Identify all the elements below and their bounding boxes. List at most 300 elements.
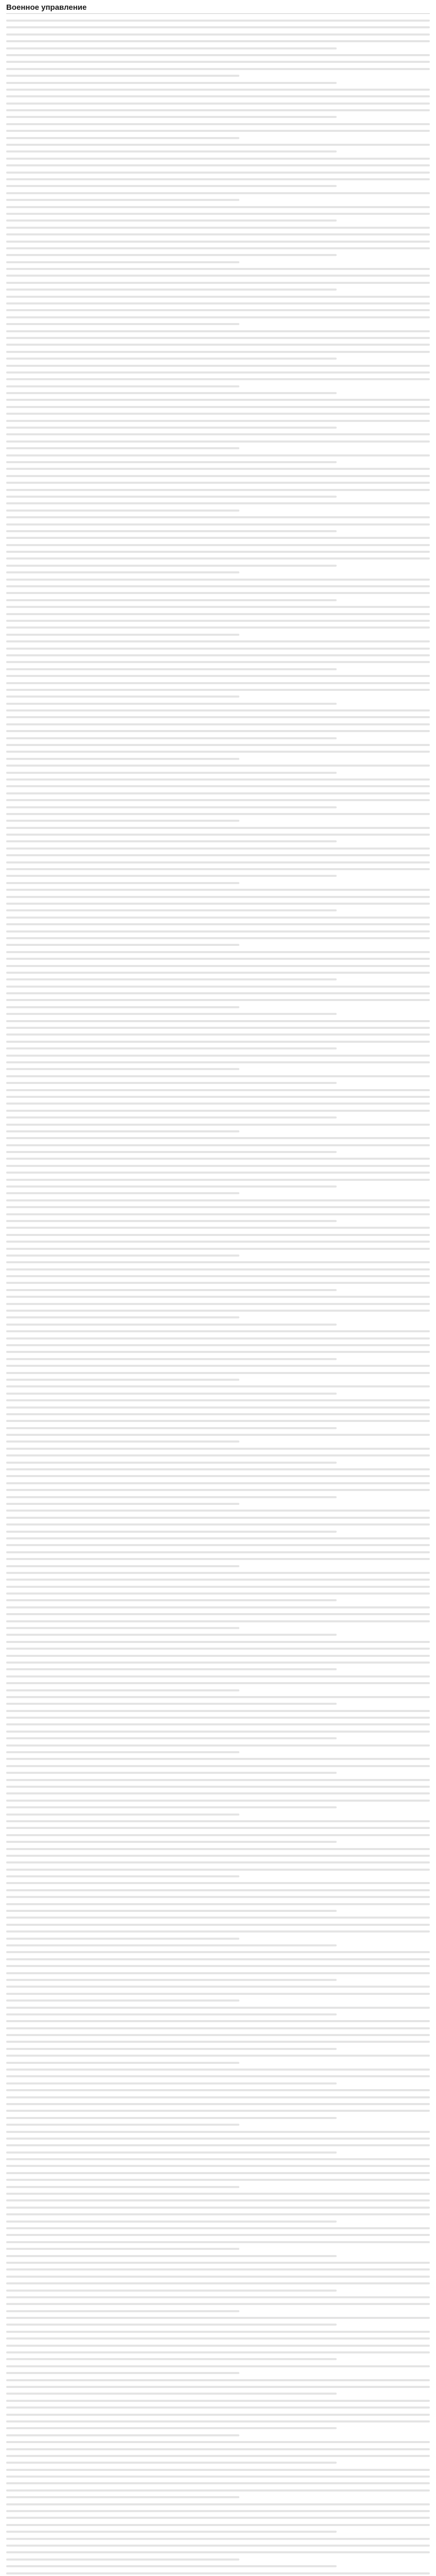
text-line-placeholder: [6, 1680, 430, 1686]
text-line-placeholder: [6, 1970, 430, 1976]
text-line-placeholder: [6, 2149, 430, 2156]
text-line-placeholder: [6, 1990, 430, 1997]
text-line-placeholder: [6, 500, 430, 506]
text-line-placeholder: [6, 1811, 430, 1818]
text-line-placeholder: [6, 162, 430, 168]
text-line-placeholder: [6, 362, 430, 369]
text-line-placeholder: [6, 1342, 430, 1348]
text-line-placeholder: [6, 603, 430, 610]
text-line-placeholder: [6, 1673, 430, 1680]
text-line-placeholder: [6, 1472, 430, 1479]
text-line-placeholder: [6, 1052, 430, 1059]
text-line-placeholder: [6, 1569, 430, 1576]
article-body: [6, 17, 430, 2576]
text-line-placeholder: [6, 259, 430, 265]
text-line-placeholder: [6, 1128, 430, 1134]
text-line-placeholder: [6, 1328, 430, 1334]
text-line-placeholder: [6, 2425, 430, 2431]
text-line-placeholder: [6, 1549, 430, 1555]
text-line-placeholder: [6, 658, 430, 665]
text-line-placeholder: [6, 1369, 430, 1376]
text-line-placeholder: [6, 507, 430, 514]
text-line-placeholder: [6, 1997, 430, 2004]
text-line-placeholder: [6, 45, 430, 52]
text-line-placeholder: [6, 224, 430, 231]
text-line-placeholder: [6, 1252, 430, 1259]
text-line-placeholder: [6, 2204, 430, 2211]
text-line-placeholder: [6, 1921, 430, 1928]
text-line-placeholder: [6, 2094, 430, 2100]
text-line-placeholder: [6, 638, 430, 645]
text-line-placeholder: [6, 921, 430, 927]
text-line-placeholder: [6, 348, 430, 355]
text-line-placeholder: [6, 1335, 430, 1342]
text-line-placeholder: [6, 1397, 430, 1403]
text-line-placeholder: [6, 2507, 430, 2514]
text-line-placeholder: [6, 879, 430, 886]
text-line-placeholder: [6, 2252, 430, 2259]
text-line-placeholder: [6, 2404, 430, 2411]
text-line-placeholder: [6, 1148, 430, 1155]
text-line-placeholder: [6, 2480, 430, 2486]
text-line-placeholder: [6, 735, 430, 741]
text-line-placeholder: [6, 1521, 430, 1528]
text-line-placeholder: [6, 2011, 430, 2018]
text-line-placeholder: [6, 355, 430, 362]
text-line-placeholder: [6, 941, 430, 948]
text-line-placeholder: [6, 424, 430, 431]
text-line-placeholder: [6, 2135, 430, 2142]
text-line-placeholder: [6, 1197, 430, 1204]
text-line-placeholder: [6, 24, 430, 30]
text-line-placeholder: [6, 1445, 430, 1452]
text-line-placeholder: [6, 2004, 430, 2011]
text-line-placeholder: [6, 1466, 430, 1472]
text-line-placeholder: [6, 1887, 430, 1893]
text-line-placeholder: [6, 1494, 430, 1500]
text-line-placeholder: [6, 1100, 430, 1107]
text-line-placeholder: [6, 886, 430, 893]
text-line-placeholder: [6, 2087, 430, 2093]
text-line-placeholder: [6, 2418, 430, 2425]
text-line-placeholder: [6, 341, 430, 348]
text-line-placeholder: [6, 969, 430, 976]
text-line-placeholder: [6, 2355, 430, 2362]
text-line-placeholder: [6, 1618, 430, 1624]
text-line-placeholder: [6, 1907, 430, 1914]
text-line-placeholder: [6, 1211, 430, 1217]
text-line-placeholder: [6, 859, 430, 866]
text-line-placeholder: [6, 2514, 430, 2521]
text-line-placeholder: [6, 714, 430, 720]
text-line-placeholder: [6, 1079, 430, 1086]
text-line-placeholder: [6, 2321, 430, 2328]
text-line-placeholder: [6, 2073, 430, 2079]
text-line-placeholder: [6, 2432, 430, 2438]
text-line-placeholder: [6, 2452, 430, 2459]
text-line-placeholder: [6, 534, 430, 541]
text-line-placeholder: [6, 645, 430, 652]
text-line-placeholder: [6, 1169, 430, 1176]
text-line-placeholder: [6, 755, 430, 762]
text-line-placeholder: [6, 1714, 430, 1721]
text-line-placeholder: [6, 1286, 430, 1293]
text-line-placeholder: [6, 17, 430, 24]
text-line-placeholder: [6, 1004, 430, 1010]
text-line-placeholder: [6, 914, 430, 921]
text-line-placeholder: [6, 1065, 430, 1072]
text-line-placeholder: [6, 1611, 430, 1617]
text-line-placeholder: [6, 2287, 430, 2294]
text-line-placeholder: [6, 445, 430, 451]
text-line-placeholder: [6, 2038, 430, 2045]
text-line-placeholder: [6, 1797, 430, 1804]
text-line-placeholder: [6, 438, 430, 445]
text-line-placeholder: [6, 31, 430, 38]
text-line-placeholder: [6, 831, 430, 838]
text-line-placeholder: [6, 231, 430, 238]
text-line-placeholder: [6, 251, 430, 258]
text-line-placeholder: [6, 265, 430, 272]
text-line-placeholder: [6, 383, 430, 389]
text-line-placeholder: [6, 1093, 430, 1100]
text-line-placeholder: [6, 1914, 430, 1921]
text-line-placeholder: [6, 472, 430, 479]
text-line-placeholder: [6, 1486, 430, 1493]
text-line-placeholder: [6, 1762, 430, 1769]
text-line-placeholder: [6, 1735, 430, 1741]
text-line-placeholder: [6, 2045, 430, 2052]
text-line-placeholder: [6, 2225, 430, 2231]
text-line-placeholder: [6, 2314, 430, 2321]
text-line-placeholder: [6, 1866, 430, 1873]
text-line-placeholder: [6, 611, 430, 617]
text-line-placeholder: [6, 369, 430, 376]
text-line-placeholder: [6, 852, 430, 858]
text-line-placeholder: [6, 79, 430, 86]
text-line-placeholder: [6, 1893, 430, 1900]
text-line-placeholder: [6, 1597, 430, 1603]
text-line-placeholder: [6, 1217, 430, 1224]
text-line-placeholder: [6, 1818, 430, 1824]
text-line-placeholder: [6, 2328, 430, 2335]
text-line-placeholder: [6, 2308, 430, 2314]
text-line-placeholder: [6, 1031, 430, 1038]
text-line-placeholder: [6, 776, 430, 783]
text-line-placeholder: [6, 93, 430, 99]
text-line-placeholder: [6, 410, 430, 417]
text-line-placeholder: [6, 769, 430, 776]
text-line-placeholder: [6, 1376, 430, 1383]
text-line-placeholder: [6, 1755, 430, 1762]
text-line-placeholder: [6, 1707, 430, 1714]
text-line-placeholder: [6, 2494, 430, 2500]
text-line-placeholder: [6, 1204, 430, 1210]
text-line-placeholder: [6, 396, 430, 403]
text-line-placeholder: [6, 2466, 430, 2473]
text-line-placeholder: [6, 2570, 430, 2576]
text-line-placeholder: [6, 1279, 430, 1286]
text-line-placeholder: [6, 1983, 430, 1990]
text-line-placeholder: [6, 1631, 430, 1638]
text-line-placeholder: [6, 1073, 430, 1079]
text-line-placeholder: [6, 672, 430, 679]
text-line-placeholder: [6, 2128, 430, 2135]
text-line-placeholder: [6, 541, 430, 548]
text-line-placeholder: [6, 196, 430, 203]
text-line-placeholder: [6, 286, 430, 293]
text-line-placeholder: [6, 38, 430, 44]
text-line-placeholder: [6, 555, 430, 562]
text-line-placeholder: [6, 1666, 430, 1672]
text-line-placeholder: [6, 2025, 430, 2031]
text-line-placeholder: [6, 1018, 430, 1024]
text-line-placeholder: [6, 900, 430, 907]
text-line-placeholder: [6, 1107, 430, 1114]
text-line-placeholder: [6, 1879, 430, 1886]
text-line-placeholder: [6, 1804, 430, 1810]
text-line-placeholder: [6, 514, 430, 520]
text-line-placeholder: [6, 1500, 430, 1507]
text-line-placeholder: [6, 2121, 430, 2128]
text-line-placeholder: [6, 741, 430, 748]
text-line-placeholder: [6, 1859, 430, 1866]
text-line-placeholder: [6, 1693, 430, 1700]
text-line-placeholder: [6, 204, 430, 210]
text-line-placeholder: [6, 1300, 430, 1307]
text-line-placeholder: [6, 121, 430, 127]
text-line-placeholder: [6, 2266, 430, 2273]
text-line-placeholder: [6, 1541, 430, 1548]
text-line-placeholder: [6, 1942, 430, 1948]
text-line-placeholder: [6, 2218, 430, 2225]
text-line-placeholder: [6, 810, 430, 817]
text-line-placeholder: [6, 2487, 430, 2494]
text-line-placeholder: [6, 2059, 430, 2066]
text-line-placeholder: [6, 2363, 430, 2369]
text-line-placeholder: [6, 983, 430, 990]
text-line-placeholder: [6, 465, 430, 472]
text-line-placeholder: [6, 2342, 430, 2349]
text-line-placeholder: [6, 314, 430, 320]
text-line-placeholder: [6, 2411, 430, 2418]
text-line-placeholder: [6, 2521, 430, 2528]
text-line-placeholder: [6, 452, 430, 459]
text-line-placeholder: [6, 2349, 430, 2355]
text-line-placeholder: [6, 796, 430, 803]
text-line-placeholder: [6, 1293, 430, 1300]
text-line-placeholder: [6, 2556, 430, 2563]
text-line-placeholder: [6, 1045, 430, 1052]
text-line-placeholder: [6, 548, 430, 555]
text-line-placeholder: [6, 328, 430, 334]
text-line-placeholder: [6, 762, 430, 769]
text-line-placeholder: [6, 1935, 430, 1942]
text-line-placeholder: [6, 1535, 430, 1541]
text-line-placeholder: [6, 790, 430, 796]
text-line-placeholder: [6, 1155, 430, 1162]
text-line-placeholder: [6, 2542, 430, 2549]
text-line-placeholder: [6, 1742, 430, 1749]
text-line-placeholder: [6, 127, 430, 134]
text-line-placeholder: [6, 2501, 430, 2507]
text-line-placeholder: [6, 907, 430, 913]
text-line-placeholder: [6, 1687, 430, 1693]
text-line-placeholder: [6, 320, 430, 327]
text-line-placeholder: [6, 707, 430, 714]
text-line-placeholder: [6, 1576, 430, 1583]
text-line-placeholder: [6, 2190, 430, 2197]
text-line-placeholder: [6, 389, 430, 396]
text-line-placeholder: [6, 1507, 430, 1514]
text-line-placeholder: [6, 1231, 430, 1238]
text-line-placeholder: [6, 334, 430, 341]
text-line-placeholder: [6, 1059, 430, 1065]
text-line-placeholder: [6, 238, 430, 245]
text-line-placeholder: [6, 1307, 430, 1314]
text-line-placeholder: [6, 1321, 430, 1328]
text-line-placeholder: [6, 1948, 430, 1955]
text-line-placeholder: [6, 1824, 430, 1831]
text-line-placeholder: [6, 1383, 430, 1389]
text-line-placeholder: [6, 2100, 430, 2107]
text-line-placeholder: [6, 1425, 430, 1431]
text-line-placeholder: [6, 1700, 430, 1707]
text-line-placeholder: [6, 804, 430, 810]
text-line-placeholder: [6, 631, 430, 638]
text-line-placeholder: [6, 700, 430, 707]
text-line-placeholder: [6, 245, 430, 251]
text-line-placeholder: [6, 845, 430, 852]
text-line-placeholder: [6, 1390, 430, 1397]
text-line-placeholder: [6, 990, 430, 996]
text-line-placeholder: [6, 1480, 430, 1486]
text-line-placeholder: [6, 1238, 430, 1245]
text-line-placeholder: [6, 838, 430, 844]
text-line-placeholder: [6, 1604, 430, 1611]
text-line-placeholder: [6, 1783, 430, 1790]
text-line-placeholder: [6, 1417, 430, 1424]
text-line-placeholder: [6, 403, 430, 410]
text-line-placeholder: [6, 597, 430, 603]
text-line-placeholder: [6, 1190, 430, 1196]
text-line-placeholder: [6, 680, 430, 686]
text-line-placeholder: [6, 1852, 430, 1859]
text-line-placeholder: [6, 2156, 430, 2162]
text-line-placeholder: [6, 528, 430, 534]
text-line-placeholder: [6, 1431, 430, 1438]
text-line-placeholder: [6, 1555, 430, 1562]
text-line-placeholder: [6, 1038, 430, 1045]
text-line-placeholder: [6, 113, 430, 120]
text-line-placeholder: [6, 2335, 430, 2342]
text-line-placeholder: [6, 1121, 430, 1128]
text-line-placeholder: [6, 2563, 430, 2569]
text-line-placeholder: [6, 65, 430, 72]
text-line-placeholder: [6, 1728, 430, 1735]
text-line-placeholder: [6, 583, 430, 589]
text-line-placeholder: [6, 1590, 430, 1597]
text-line-placeholder: [6, 2176, 430, 2183]
text-line-placeholder: [6, 2066, 430, 2073]
text-line-placeholder: [6, 2397, 430, 2404]
text-line-placeholder: [6, 2080, 430, 2087]
text-line-placeholder: [6, 617, 430, 624]
text-line-placeholder: [6, 1438, 430, 1445]
text-line-placeholder: [6, 459, 430, 465]
text-line-placeholder: [6, 1528, 430, 1535]
text-line-placeholder: [6, 1776, 430, 1783]
text-line-placeholder: [6, 2052, 430, 2059]
text-line-placeholder: [6, 141, 430, 148]
text-line-placeholder: [6, 1514, 430, 1521]
text-line-placeholder: [6, 182, 430, 189]
text-line-placeholder: [6, 72, 430, 79]
text-line-placeholder: [6, 1355, 430, 1362]
text-line-placeholder: [6, 86, 430, 93]
text-line-placeholder: [6, 1563, 430, 1569]
text-line-placeholder: [6, 1459, 430, 1466]
page-title: Военное управление: [6, 3, 430, 14]
text-line-placeholder: [6, 1976, 430, 1983]
text-line-placeholder: [6, 2549, 430, 2555]
text-line-placeholder: [6, 1183, 430, 1190]
text-line-placeholder: [6, 955, 430, 962]
text-line-placeholder: [6, 2259, 430, 2266]
text-line-placeholder: [6, 493, 430, 500]
text-line-placeholder: [6, 1362, 430, 1369]
text-line-placeholder: [6, 1087, 430, 1093]
text-line-placeholder: [6, 1928, 430, 1935]
text-line-placeholder: [6, 2528, 430, 2535]
text-line-placeholder: [6, 624, 430, 631]
text-line-placeholder: [6, 2107, 430, 2114]
text-line-placeholder: [6, 479, 430, 486]
text-line-placeholder: [6, 1721, 430, 1727]
text-line-placeholder: [6, 1645, 430, 1652]
text-line-placeholder: [6, 1659, 430, 1666]
text-line-placeholder: [6, 100, 430, 107]
text-line-placeholder: [6, 1790, 430, 1797]
text-line-placeholder: [6, 2142, 430, 2148]
text-line-placeholder: [6, 727, 430, 734]
text-line-placeholder: [6, 272, 430, 279]
text-line-placeholder: [6, 589, 430, 596]
text-line-placeholder: [6, 1024, 430, 1031]
text-line-placeholder: [6, 935, 430, 941]
text-line-placeholder: [6, 107, 430, 113]
text-line-placeholder: [6, 300, 430, 307]
text-line-placeholder: [6, 2535, 430, 2542]
text-line-placeholder: [6, 134, 430, 141]
text-line-placeholder: [6, 1134, 430, 1141]
text-line-placeholder: [6, 148, 430, 155]
text-line-placeholder: [6, 2197, 430, 2204]
text-line-placeholder: [6, 1845, 430, 1852]
text-line-placeholder: [6, 569, 430, 575]
text-line-placeholder: [6, 1624, 430, 1631]
text-line-placeholder: [6, 2162, 430, 2169]
text-line-placeholder: [6, 1838, 430, 1845]
text-line-placeholder: [6, 169, 430, 176]
text-line-placeholder: [6, 1266, 430, 1273]
text-line-placeholder: [6, 293, 430, 300]
text-line-placeholder: [6, 1638, 430, 1645]
text-line-placeholder: [6, 1404, 430, 1411]
text-line-placeholder: [6, 2018, 430, 2024]
text-line-placeholder: [6, 155, 430, 162]
text-line-placeholder: [6, 962, 430, 969]
